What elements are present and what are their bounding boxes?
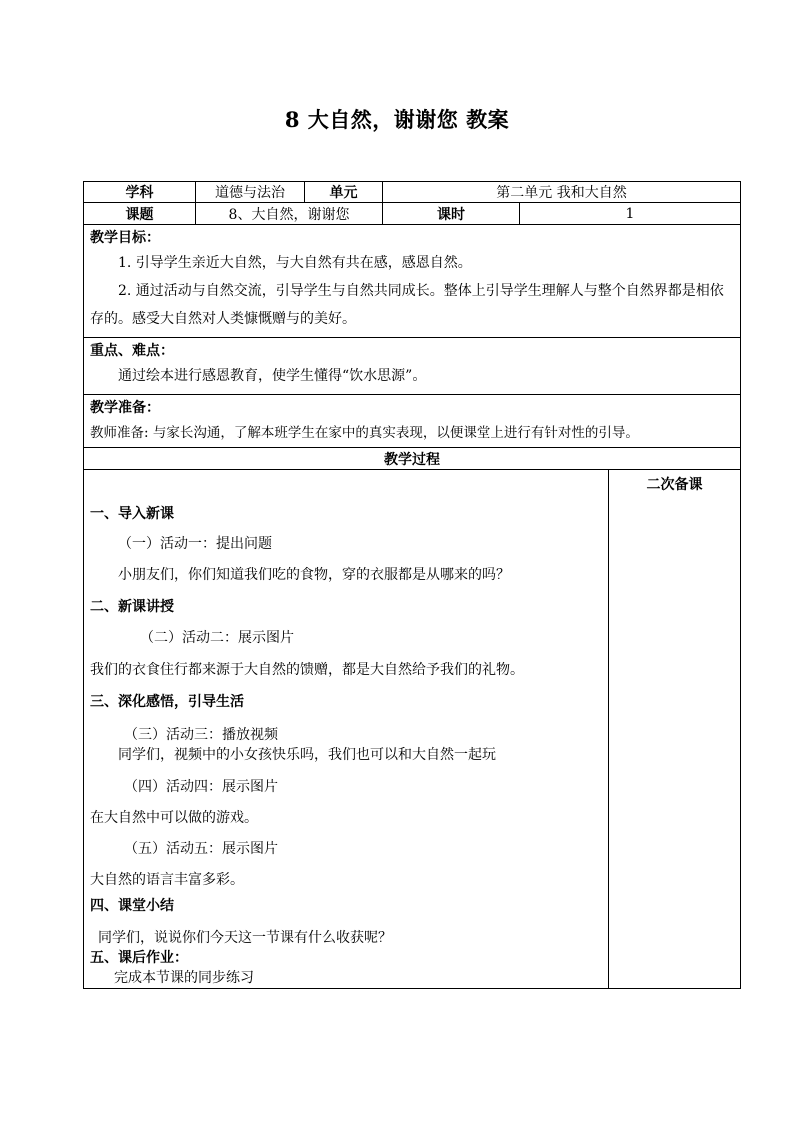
activity-title: （五）活动五：展示图片 bbox=[124, 841, 278, 857]
objectives-heading: 教学目标： bbox=[90, 230, 160, 246]
process-heading-row bbox=[84, 448, 740, 470]
info-row-lesson bbox=[84, 203, 740, 225]
preparation-section bbox=[84, 395, 740, 448]
key-points-text: 通过绘本进行感恩教育，使学生懂得“饮水思源”。 bbox=[118, 368, 427, 384]
lesson-plan-table bbox=[83, 181, 741, 989]
unit-value: 第二单元 我和大自然 bbox=[496, 185, 627, 201]
subject-label: 学科 bbox=[84, 182, 196, 202]
activity-title: （三）活动三：播放视频 bbox=[124, 727, 278, 743]
hours-label: 课时 bbox=[383, 203, 520, 224]
section-title: 四、课堂小结 bbox=[90, 898, 174, 914]
lesson-value: 8、大自然，谢谢您 bbox=[196, 203, 383, 224]
objective-item: 1. 引导学生亲近大自然，与大自然有共在感，感恩自然。 bbox=[118, 255, 472, 271]
activity-text: 完成本节课的同步练习 bbox=[114, 970, 254, 986]
process-heading: 教学过程 bbox=[384, 451, 440, 468]
info-row-subject bbox=[84, 182, 740, 203]
section-title: 一、导入新课 bbox=[90, 506, 174, 522]
activity-text: 我们的衣食住行都来源于大自然的馈赠，都是大自然给予我们的礼物。 bbox=[90, 662, 524, 678]
activity-text: 小朋友们，你们知道我们吃的食物，穿的衣服都是从哪来的吗？ bbox=[118, 567, 510, 583]
key-points-section bbox=[84, 338, 740, 395]
section-title: 三、深化感悟，引导生活 bbox=[90, 694, 244, 710]
preparation-text: 教师准备: 与家长沟通，了解本班学生在家中的真实表现，以便课堂上进行有针对性的引导。 bbox=[90, 425, 639, 441]
hours-value: 1 bbox=[625, 205, 635, 222]
section-title: 二、新课讲授 bbox=[90, 599, 174, 615]
activity-text: 同学们，视频中的小女孩快乐吗，我们也可以和大自然一起玩 bbox=[118, 747, 496, 763]
key-points-heading: 重点、难点： bbox=[90, 343, 174, 359]
objective-item: 2. 通过活动与自然交流，引导学生与自然共同成长。整体上引导学生理解人与整个自然界都是相依存的。感受大自然对人类慷慨赠与的美好。 bbox=[90, 283, 724, 327]
lesson-label: 课题 bbox=[84, 203, 196, 224]
process-body bbox=[84, 470, 740, 989]
section-title: 五、课后作业： bbox=[90, 950, 188, 966]
objectives-section bbox=[84, 225, 740, 338]
process-content bbox=[84, 470, 609, 988]
second-preparation-column bbox=[609, 470, 740, 988]
activity-title: （二）活动二：展示图片 bbox=[140, 630, 294, 646]
activity-text: 大自然的语言丰富多彩。 bbox=[90, 872, 244, 888]
second-preparation-heading: 二次备课 bbox=[646, 477, 703, 493]
preparation-heading: 教学准备： bbox=[90, 400, 160, 416]
activity-text: 同学们，说说你们今天这一节课有什么收获呢？ bbox=[98, 930, 392, 946]
activity-title: （四）活动四：展示图片 bbox=[124, 779, 278, 795]
document-title: 8 大自然，谢谢您 教案 bbox=[284, 107, 510, 132]
activity-title: （一）活动一：提出问题 bbox=[118, 536, 272, 552]
activity-text: 在大自然中可以做的游戏。 bbox=[90, 810, 258, 826]
unit-label: 单元 bbox=[305, 182, 383, 202]
subject-value: 道德与法治 bbox=[196, 182, 305, 202]
